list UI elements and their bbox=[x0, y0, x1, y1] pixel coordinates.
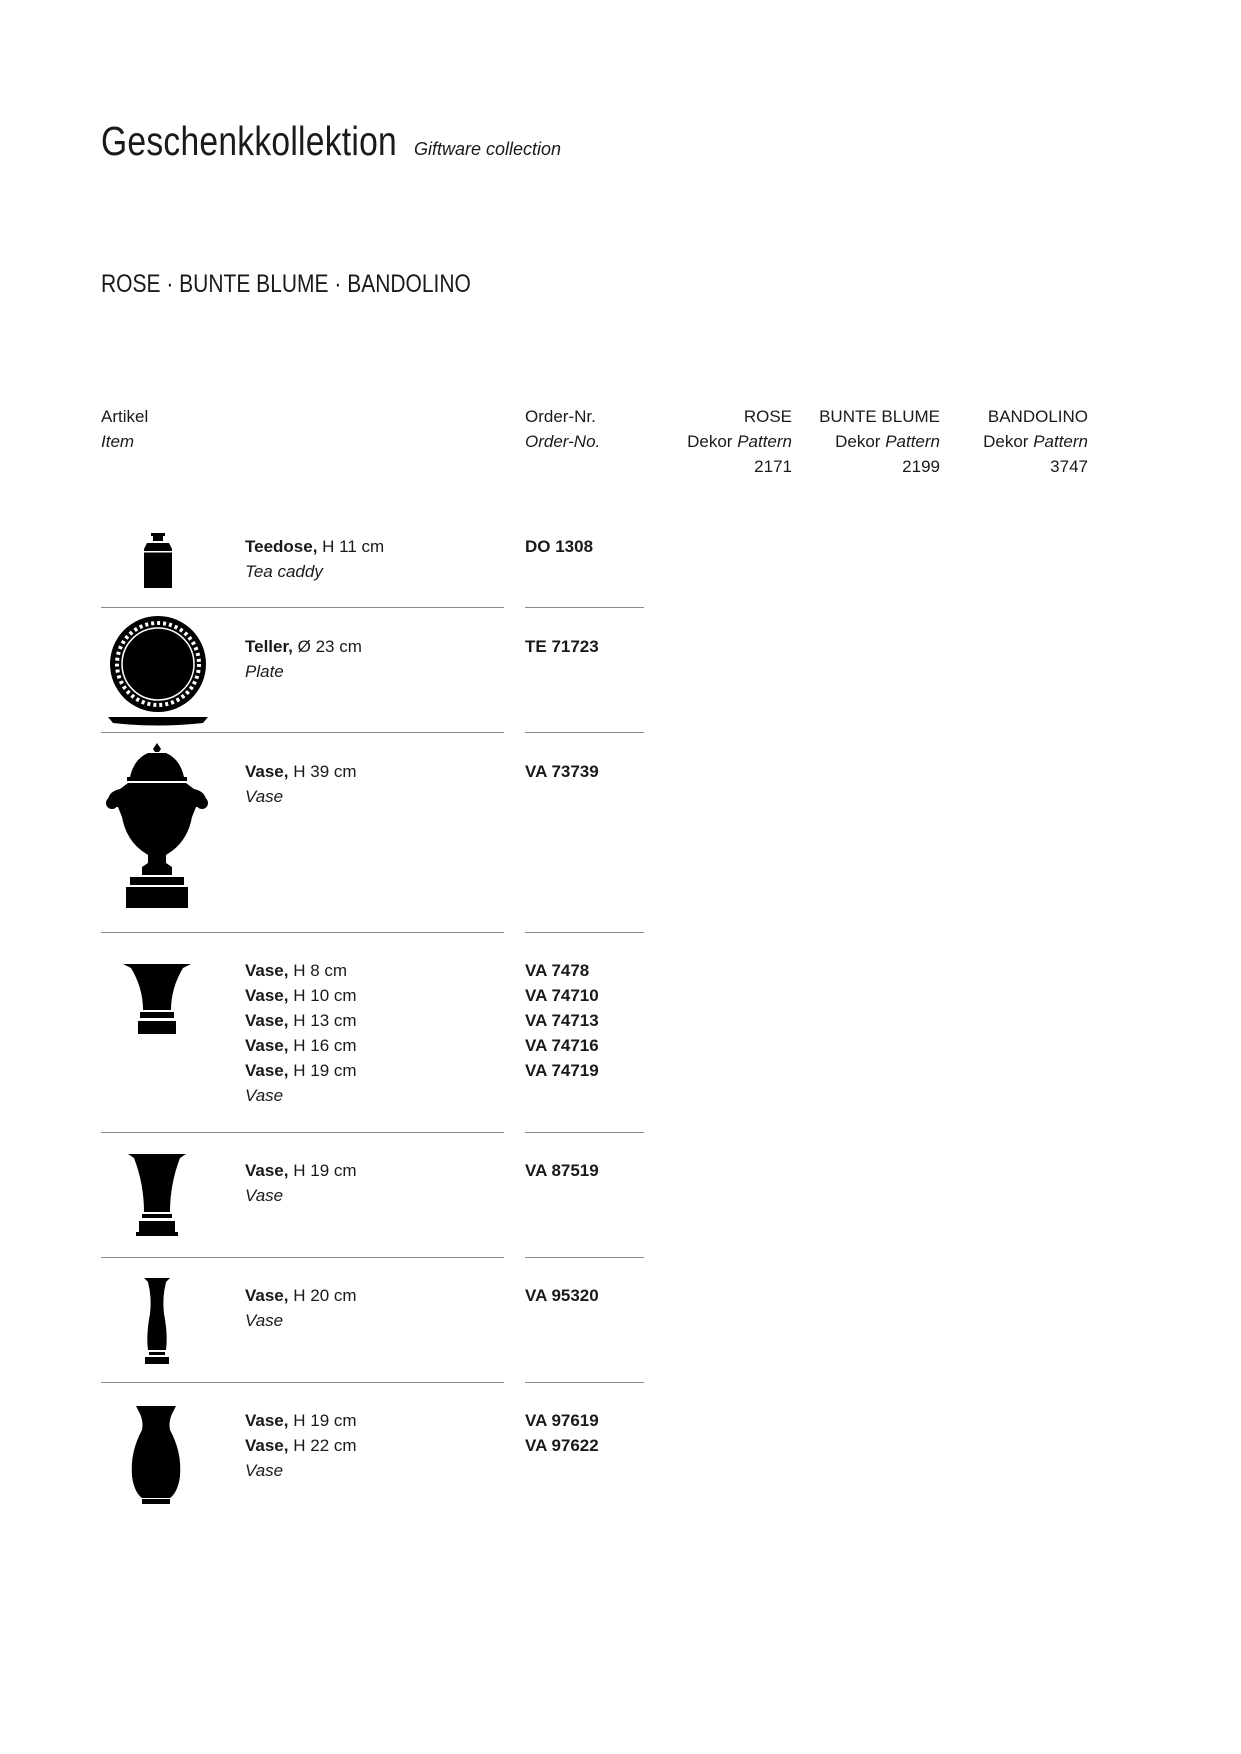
order-number-list bbox=[525, 759, 599, 784]
item-line: Vase, H 20 cm bbox=[245, 1286, 357, 1305]
item-name-en: Plate bbox=[245, 662, 284, 681]
order-number-list bbox=[525, 1408, 599, 1458]
table-row bbox=[245, 634, 362, 684]
item-line: Vase, H 13 cm bbox=[245, 1011, 357, 1030]
order-number-list bbox=[525, 958, 599, 1083]
column-header-order-de: Order-Nr. bbox=[525, 407, 596, 426]
column-header-bunte-blume bbox=[790, 404, 940, 479]
item-name-en: Vase bbox=[245, 1461, 284, 1480]
table-row bbox=[245, 958, 357, 1108]
column-header-order-en: Order-No. bbox=[525, 432, 601, 451]
column-header-item bbox=[101, 404, 148, 454]
order-number: VA 73739 bbox=[525, 762, 599, 781]
baluster-vase-icon bbox=[130, 1406, 182, 1504]
pattern-label: Dekor Pattern bbox=[835, 432, 940, 451]
table-row bbox=[245, 759, 357, 809]
item-line: Teller, Ø 23 cm bbox=[245, 637, 362, 656]
pattern-name: BANDOLINO bbox=[987, 407, 1088, 426]
table-row bbox=[245, 1158, 357, 1208]
row-divider bbox=[101, 1132, 504, 1133]
order-number: VA 74719 bbox=[525, 1061, 599, 1080]
order-number: VA 95320 bbox=[525, 1286, 599, 1305]
item-line: Vase, H 19 cm bbox=[245, 1411, 357, 1430]
row-divider bbox=[525, 932, 644, 933]
order-number: VA 74710 bbox=[525, 986, 599, 1005]
order-number: TE 71723 bbox=[525, 637, 599, 656]
pattern-label: Dekor Pattern bbox=[687, 432, 792, 451]
pattern-number: 3747 bbox=[1050, 457, 1088, 476]
item-name-en: Tea caddy bbox=[245, 562, 323, 581]
item-name-en: Vase bbox=[245, 787, 284, 806]
page-subtitle: Giftware collection bbox=[414, 139, 562, 159]
pattern-name: ROSE bbox=[743, 407, 792, 426]
row-divider bbox=[101, 1257, 504, 1258]
item-line: Vase, H 8 cm bbox=[245, 961, 348, 980]
order-number: VA 87519 bbox=[525, 1161, 599, 1180]
column-header-rose bbox=[640, 404, 792, 479]
row-divider bbox=[525, 1257, 644, 1258]
order-number-list bbox=[525, 534, 593, 559]
row-divider bbox=[101, 732, 504, 733]
item-line: Vase, H 39 cm bbox=[245, 762, 357, 781]
order-number: VA 97619 bbox=[525, 1411, 599, 1430]
row-divider bbox=[525, 1382, 644, 1383]
table-row bbox=[245, 1283, 357, 1333]
order-number-list bbox=[525, 1158, 599, 1183]
row-divider bbox=[525, 732, 644, 733]
order-number-list bbox=[525, 1283, 599, 1308]
slim-vase-icon bbox=[140, 1278, 174, 1364]
table-row bbox=[245, 1408, 357, 1483]
item-name-en: Vase bbox=[245, 1086, 284, 1105]
column-header-item-en: Item bbox=[101, 432, 135, 451]
item-name-en: Vase bbox=[245, 1311, 284, 1330]
table-row bbox=[245, 534, 384, 584]
item-line: Vase, H 10 cm bbox=[245, 986, 357, 1005]
row-divider bbox=[101, 1382, 504, 1383]
flared-vase-icon bbox=[123, 964, 191, 1034]
order-number-list bbox=[525, 634, 599, 659]
column-header-bandolino bbox=[940, 404, 1088, 479]
item-line: Teedose, H 11 cm bbox=[245, 537, 385, 556]
item-line: Vase, H 16 cm bbox=[245, 1036, 357, 1055]
item-line: Vase, H 19 cm bbox=[245, 1161, 357, 1180]
row-divider bbox=[101, 932, 504, 933]
page-title: Geschenkkollektion bbox=[101, 118, 397, 164]
pattern-number: 2199 bbox=[902, 457, 940, 476]
pattern-number: 2171 bbox=[754, 457, 792, 476]
row-divider bbox=[525, 607, 644, 608]
pattern-label: Dekor Pattern bbox=[983, 432, 1088, 451]
order-number: VA 74716 bbox=[525, 1036, 599, 1055]
order-number: VA 7478 bbox=[525, 961, 590, 980]
urn-vase-icon bbox=[100, 743, 214, 908]
item-line: Vase, H 19 cm bbox=[245, 1061, 357, 1080]
pattern-name: BUNTE BLUME bbox=[819, 407, 940, 426]
series-heading: ROSE · BUNTE BLUME · BANDOLINO bbox=[101, 270, 471, 298]
column-header-item-de: Artikel bbox=[101, 407, 149, 426]
order-number: DO 1308 bbox=[525, 537, 594, 556]
row-divider bbox=[525, 1132, 644, 1133]
order-number: VA 74713 bbox=[525, 1011, 599, 1030]
tall-flared-vase-icon bbox=[128, 1154, 186, 1236]
order-number: VA 97622 bbox=[525, 1436, 599, 1455]
row-divider bbox=[101, 607, 504, 608]
column-header-order bbox=[525, 404, 600, 454]
tea-caddy-icon bbox=[140, 533, 176, 588]
plate-icon bbox=[107, 614, 209, 728]
item-name-en: Vase bbox=[245, 1186, 284, 1205]
item-line: Vase, H 22 cm bbox=[245, 1436, 357, 1455]
